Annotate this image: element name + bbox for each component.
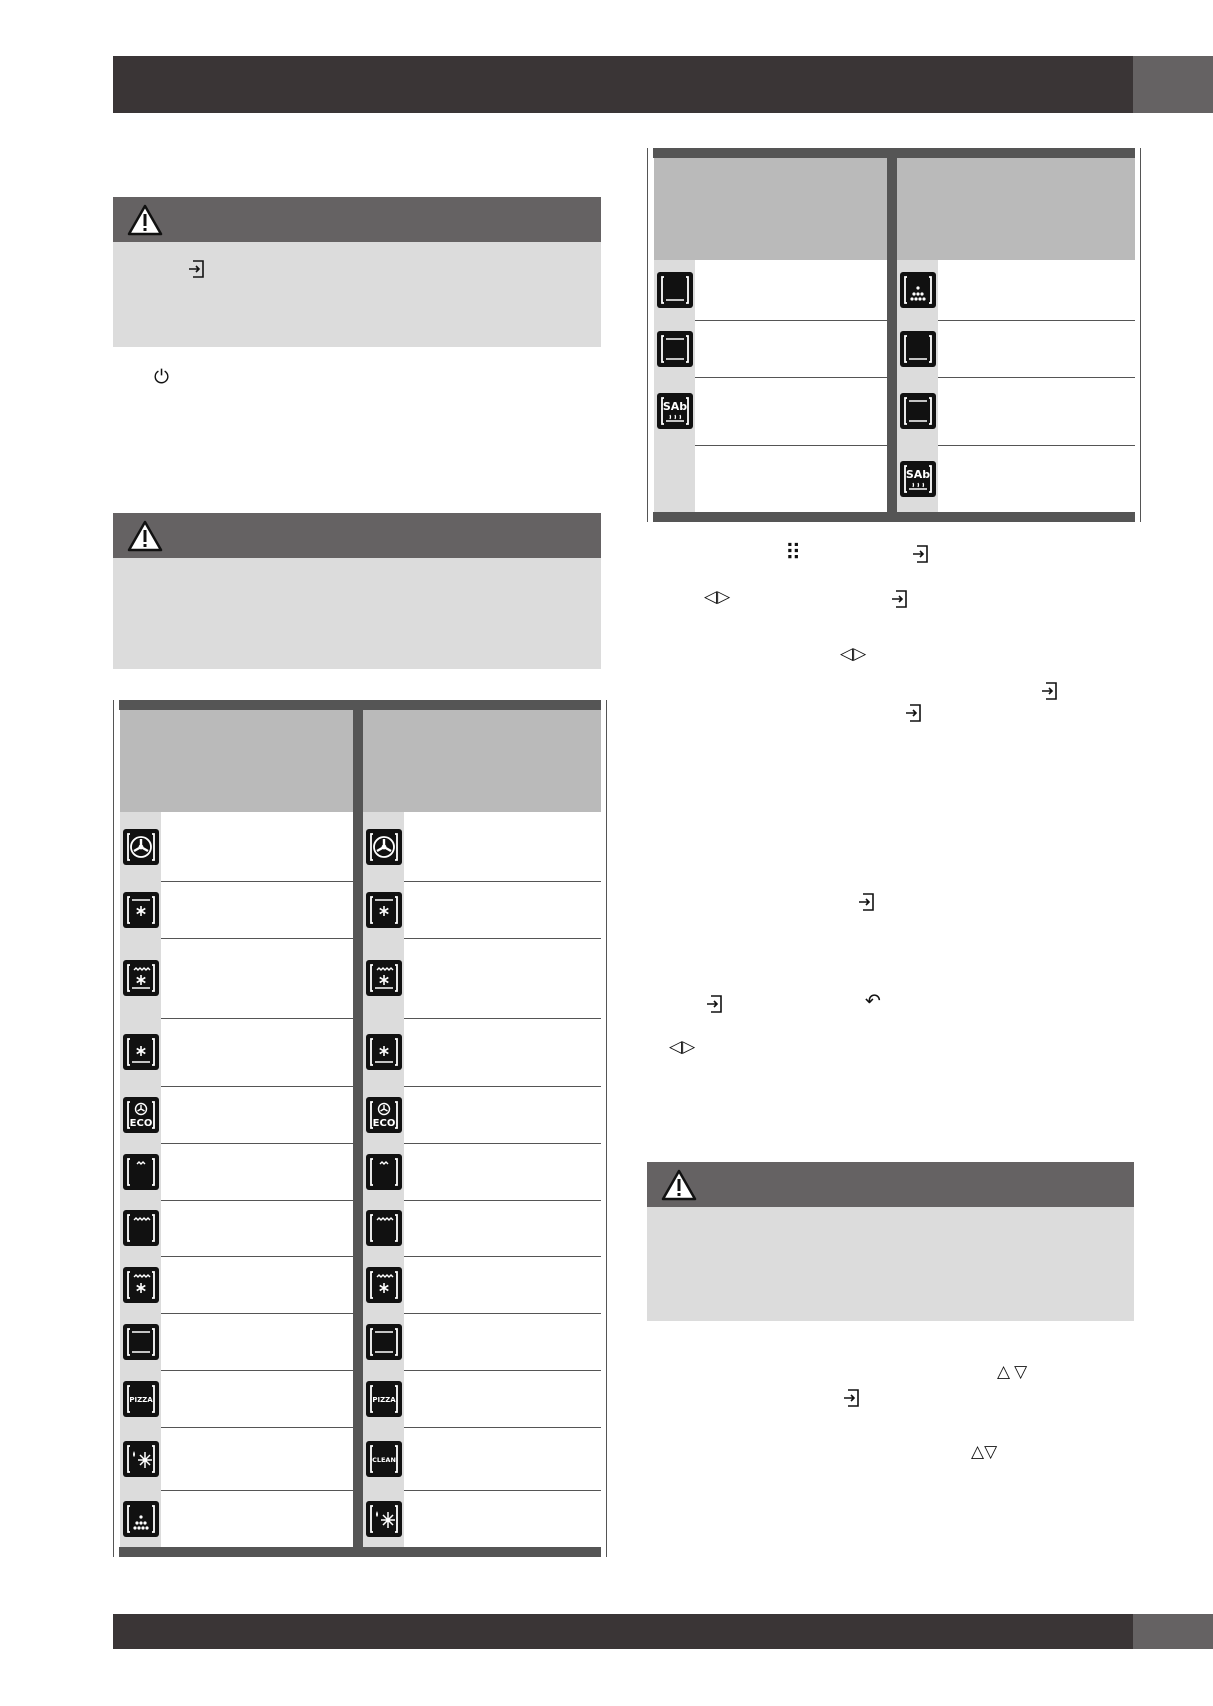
footer-bar (113, 1614, 1133, 1649)
header-tab (1133, 56, 1213, 113)
row-divider (938, 320, 1135, 321)
grill-icon (123, 1154, 159, 1190)
pizza-icon (366, 1381, 402, 1417)
footer-tab (1133, 1614, 1213, 1649)
svg-text:ECO: ECO (129, 1118, 153, 1129)
fan-grill-top-bottom-icon (123, 960, 159, 996)
row-divider (404, 1143, 601, 1144)
enter-icon (706, 994, 724, 1014)
header-bar (113, 56, 1133, 113)
back-icon: ↶ (865, 990, 881, 1012)
warning-triangle-icon (661, 1169, 697, 1201)
top-bottom-heat-icon (123, 1324, 159, 1360)
fan-icon (123, 829, 159, 865)
row-divider (161, 1143, 353, 1144)
enter-icon (891, 589, 909, 609)
sabbath-icon (900, 461, 936, 497)
svg-text:ECO: ECO (372, 1118, 396, 1129)
row-divider (695, 445, 887, 446)
fan-bottom-icon (123, 1034, 159, 1070)
row-divider (161, 938, 353, 939)
eco-fan-icon (123, 1097, 159, 1133)
function-table-right (647, 148, 1141, 522)
defrost-icon (123, 1441, 159, 1477)
warning-header (113, 513, 601, 558)
menu-grid-icon: ⠿ (785, 541, 800, 566)
svg-text:CLEAN: CLEAN (372, 1456, 396, 1464)
left-right-arrows-icon: ◁▷ (669, 1037, 696, 1057)
bottom-heat-icon (657, 272, 693, 308)
row-divider (404, 1490, 601, 1491)
steam-icon (123, 1501, 159, 1537)
enter-icon (905, 703, 923, 723)
row-divider (404, 881, 601, 882)
row-divider (404, 1256, 601, 1257)
row-divider (161, 1018, 353, 1019)
left-right-arrows-icon: ◁▷ (840, 644, 867, 664)
fan-icon (366, 829, 402, 865)
warning-triangle-icon (127, 520, 163, 552)
warning-box-1 (113, 197, 601, 347)
fan-grill-top-bottom-icon (366, 960, 402, 996)
row-divider (938, 445, 1135, 446)
warning-triangle-icon (127, 204, 163, 236)
top-bottom-heat-icon (657, 331, 693, 367)
row-divider (404, 938, 601, 939)
top-bottom-heat-icon (366, 1324, 402, 1360)
table-header-cell (654, 158, 887, 260)
row-divider (938, 377, 1135, 378)
row-divider (404, 1018, 601, 1019)
fan-bottom-icon (366, 1034, 402, 1070)
table-header-cell (363, 710, 601, 812)
enter-icon (858, 892, 876, 912)
warning-box-2 (113, 513, 601, 669)
row-divider (161, 1313, 353, 1314)
row-divider (404, 1200, 601, 1201)
steam-icon (900, 272, 936, 308)
row-divider (161, 1256, 353, 1257)
row-divider (695, 320, 887, 321)
clean-icon (366, 1441, 402, 1477)
fan-grill-icon (123, 892, 159, 928)
top-bottom-heat-icon (900, 393, 936, 429)
eco-fan-icon (366, 1097, 402, 1133)
defrost-icon (366, 1501, 402, 1537)
grill-icon (366, 1154, 402, 1190)
row-divider (161, 1490, 353, 1491)
row-divider (404, 1427, 601, 1428)
svg-text:SAb: SAb (905, 468, 931, 481)
row-divider (161, 1370, 353, 1371)
row-divider (404, 1313, 601, 1314)
row-divider (161, 1086, 353, 1087)
table-header-cell (897, 158, 1135, 260)
svg-text:SAb: SAb (662, 400, 688, 413)
full-grill-fan-icon (123, 1267, 159, 1303)
table-header-cell (120, 710, 353, 812)
sabbath-icon (657, 393, 693, 429)
enter-icon (843, 1388, 861, 1408)
pizza-icon (123, 1381, 159, 1417)
full-grill-icon (123, 1210, 159, 1246)
svg-text:PIZZA: PIZZA (372, 1396, 396, 1404)
left-right-arrows-icon: ◁▷ (704, 587, 731, 607)
full-grill-icon (366, 1210, 402, 1246)
up-down-arrows-icon: △▽ (971, 1442, 998, 1462)
full-grill-fan-icon (366, 1267, 402, 1303)
enter-icon (188, 259, 206, 279)
enter-icon (1041, 681, 1059, 701)
warning-box-3 (647, 1162, 1134, 1321)
bottom-heat-icon (900, 331, 936, 367)
row-divider (695, 377, 887, 378)
power-icon: ⏻ (154, 366, 170, 388)
fan-grill-icon (366, 892, 402, 928)
up-down-arrows-icon: △▽ (997, 1362, 1032, 1382)
row-divider (404, 1370, 601, 1371)
enter-icon (912, 544, 930, 564)
function-table-left (113, 700, 607, 1557)
row-divider (161, 881, 353, 882)
row-divider (404, 1086, 601, 1087)
warning-header (113, 197, 601, 242)
row-divider (161, 1200, 353, 1201)
svg-text:PIZZA: PIZZA (129, 1396, 153, 1404)
warning-header (647, 1162, 1134, 1207)
row-divider (161, 1427, 353, 1428)
